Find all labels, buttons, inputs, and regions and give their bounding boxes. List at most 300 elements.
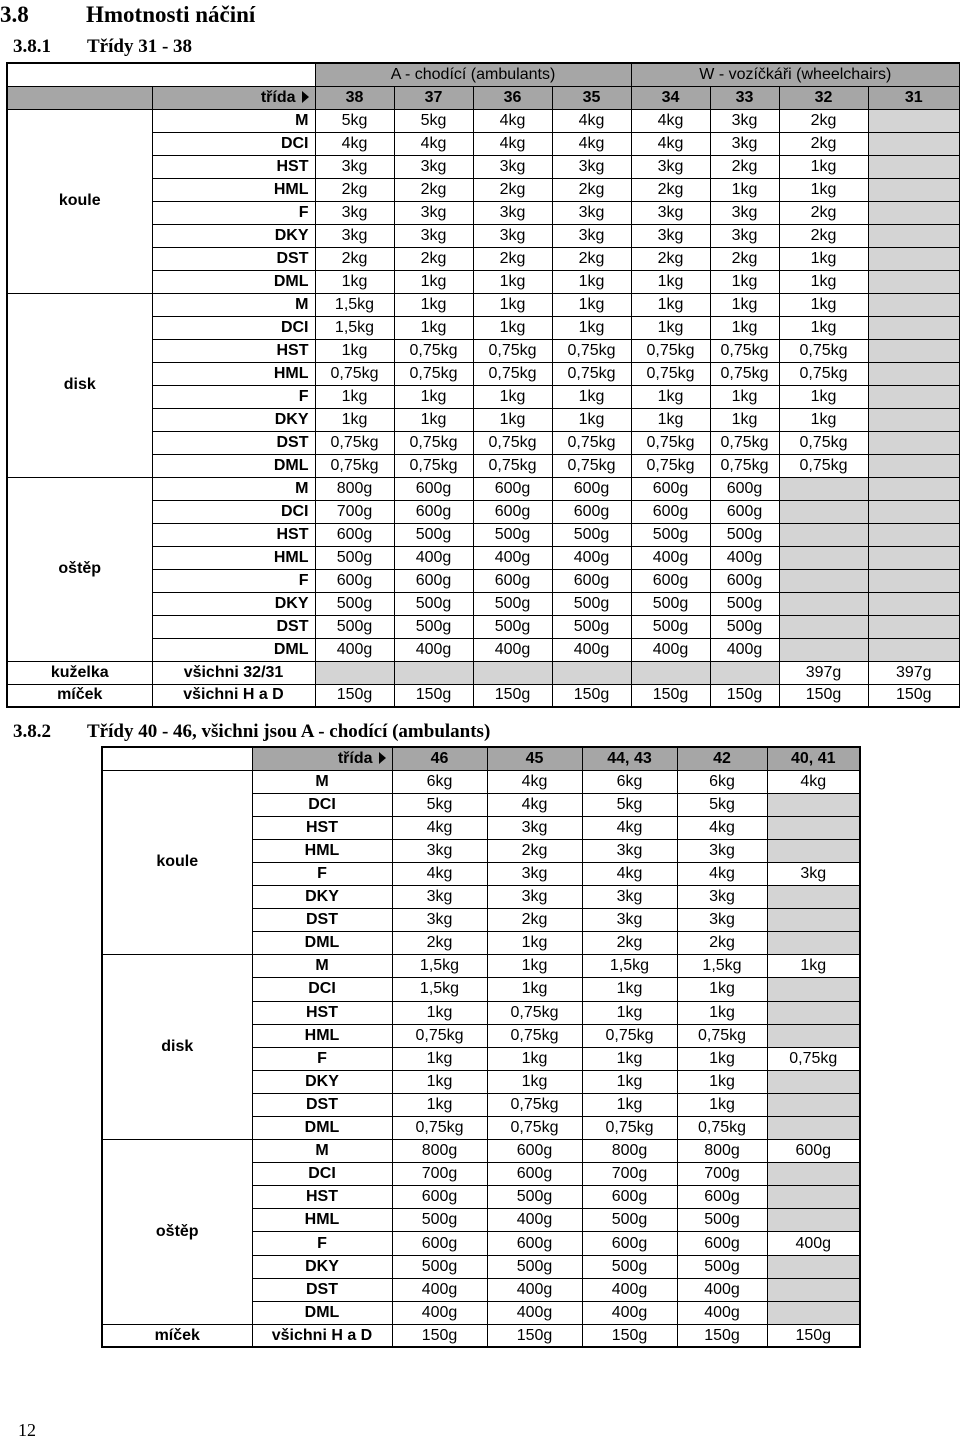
arrow-right-icon <box>302 91 309 103</box>
weight-cell: 3kg <box>710 201 779 224</box>
category-label: DST <box>152 247 315 270</box>
category-label: F <box>152 201 315 224</box>
weight-cell: 400g <box>582 1278 677 1301</box>
weight-cell: 4kg <box>487 770 582 793</box>
weight-cell: 400g <box>710 638 779 661</box>
sport-name: kuželka <box>7 661 152 684</box>
weight-cell: 500g <box>710 615 779 638</box>
weight-cell: 0,75kg <box>315 454 394 477</box>
weight-cell: 0,75kg <box>582 1024 677 1047</box>
weight-cell: 1kg <box>315 408 394 431</box>
weight-cell: 3kg <box>392 839 487 862</box>
weight-cell: 400g <box>677 1301 767 1324</box>
weight-cell <box>767 1024 860 1047</box>
category-label: F <box>252 1232 392 1255</box>
table-row <box>7 661 960 684</box>
sport-name: oštěp <box>7 477 152 661</box>
weight-cell: 4kg <box>394 132 473 155</box>
category-label: DKY <box>252 1070 392 1093</box>
group-header-row <box>7 63 960 86</box>
weight-cell <box>767 1070 860 1093</box>
category-label: všichni H a D <box>152 684 315 707</box>
weight-cell: 400g <box>582 1301 677 1324</box>
category-label: DKY <box>152 408 315 431</box>
class-42: 42 <box>677 747 767 770</box>
group-a-header: A - chodící (ambulants) <box>315 63 631 86</box>
weight-cell: 500g <box>677 1255 767 1278</box>
weight-cell: 1kg <box>677 978 767 1001</box>
weight-cell: 0,75kg <box>394 362 473 385</box>
weight-cell: 2kg <box>710 155 779 178</box>
weight-cell <box>868 362 960 385</box>
class-32: 32 <box>779 86 868 109</box>
weight-cell: 500g <box>473 523 552 546</box>
weight-cell <box>868 454 960 477</box>
weight-cell: 500g <box>392 1255 487 1278</box>
weight-cell: 1kg <box>779 385 868 408</box>
weight-cell: 600g <box>394 569 473 592</box>
weight-cell <box>315 661 394 684</box>
category-label: DST <box>152 431 315 454</box>
weight-cell: 150g <box>779 684 868 707</box>
weight-cell: 150g <box>631 684 710 707</box>
weight-cell <box>767 1278 860 1301</box>
weight-cell: 2kg <box>779 132 868 155</box>
weight-cell: 4kg <box>552 132 631 155</box>
category-label: M <box>152 109 315 132</box>
weight-cell: 0,75kg <box>487 1024 582 1047</box>
weight-cell: 1kg <box>394 385 473 408</box>
weight-cell: 600g <box>392 1232 487 1255</box>
weight-cell: 0,75kg <box>394 454 473 477</box>
weight-cell: 1kg <box>394 408 473 431</box>
weight-cell: 0,75kg <box>473 362 552 385</box>
weight-cell: 500g <box>552 523 631 546</box>
weight-cell: 1kg <box>677 1047 767 1070</box>
weight-cell: 3kg <box>392 886 487 909</box>
class-38: 38 <box>315 86 394 109</box>
weight-cell: 600g <box>473 500 552 523</box>
category-label: HML <box>152 362 315 385</box>
weight-cell: 1kg <box>552 408 631 431</box>
weight-cell: 3kg <box>552 201 631 224</box>
weight-cell: 600g <box>315 569 394 592</box>
category-label: DCI <box>152 316 315 339</box>
weight-cell: 0,75kg <box>631 339 710 362</box>
weight-cell <box>868 385 960 408</box>
weight-cell: 1kg <box>473 270 552 293</box>
class-35: 35 <box>552 86 631 109</box>
section-heading <box>0 2 255 28</box>
weight-cell: 500g <box>552 592 631 615</box>
weight-cell: 150g <box>315 684 394 707</box>
weight-cell: 600g <box>392 1186 487 1209</box>
weight-cell: 4kg <box>677 816 767 839</box>
weight-cell: 0,75kg <box>767 1047 860 1070</box>
weight-cell: 3kg <box>394 224 473 247</box>
weight-cell: 600g <box>487 1163 582 1186</box>
weight-cell: 1kg <box>779 293 868 316</box>
weight-cell: 4kg <box>392 816 487 839</box>
category-label: DML <box>252 1301 392 1324</box>
weight-cell: 0,75kg <box>779 362 868 385</box>
weight-cell: 6kg <box>582 770 677 793</box>
weight-cell <box>868 569 960 592</box>
weight-cell: 600g <box>473 477 552 500</box>
weight-cell: 500g <box>710 592 779 615</box>
category-label: M <box>152 293 315 316</box>
weight-cell <box>767 886 860 909</box>
category-label: DCI <box>152 132 315 155</box>
weight-cell: 500g <box>487 1255 582 1278</box>
weight-cell: 800g <box>582 1140 677 1163</box>
weight-cell: 1kg <box>779 178 868 201</box>
weight-cell <box>779 523 868 546</box>
weight-cell: 600g <box>582 1186 677 1209</box>
category-label: DML <box>252 1117 392 1140</box>
weight-cell: 600g <box>487 1232 582 1255</box>
class-46: 46 <box>392 747 487 770</box>
weight-cell: 4kg <box>487 793 582 816</box>
weight-cell: 600g <box>631 477 710 500</box>
weight-cell: 397g <box>779 661 868 684</box>
weight-cell: 400g <box>394 546 473 569</box>
weight-cell <box>767 1301 860 1324</box>
weight-cell: 3kg <box>631 201 710 224</box>
weight-cell: 3kg <box>677 909 767 932</box>
weight-cell: 1kg <box>315 385 394 408</box>
weight-cell: 600g <box>710 500 779 523</box>
weight-cell: 500g <box>473 615 552 638</box>
weight-cell <box>779 615 868 638</box>
class-header-row <box>102 747 860 770</box>
weight-cell: 400g <box>473 638 552 661</box>
weight-cell: 0,75kg <box>677 1117 767 1140</box>
weight-cell: 2kg <box>392 932 487 955</box>
weight-cell: 400g <box>552 638 631 661</box>
class-44-43: 44, 43 <box>582 747 677 770</box>
weight-cell: 1kg <box>315 270 394 293</box>
weight-cell <box>631 661 710 684</box>
group-w-header: W - vozíčkáři (wheelchairs) <box>631 63 960 86</box>
weight-cell <box>767 1093 860 1116</box>
weight-cell: 1kg <box>677 1001 767 1024</box>
weight-cell: 600g <box>394 477 473 500</box>
weight-cell: 400g <box>487 1278 582 1301</box>
weight-cell: 0,75kg <box>552 339 631 362</box>
weight-cell: 2kg <box>315 178 394 201</box>
weight-cell: 0,75kg <box>631 454 710 477</box>
weight-cell <box>767 1001 860 1024</box>
category-label: HML <box>152 546 315 569</box>
weight-cell: 400g <box>552 546 631 569</box>
weight-cell: 1kg <box>394 316 473 339</box>
weight-cell: 500g <box>473 592 552 615</box>
weight-cell: 0,75kg <box>552 362 631 385</box>
class-label-text: třída <box>337 749 373 767</box>
weight-cell: 1kg <box>473 293 552 316</box>
category-label: všichni 32/31 <box>152 661 315 684</box>
weight-cell: 400g <box>392 1301 487 1324</box>
weight-cell: 500g <box>710 523 779 546</box>
weight-cell <box>868 431 960 454</box>
weight-cell: 1kg <box>315 339 394 362</box>
category-label: HML <box>152 178 315 201</box>
table-row <box>7 477 960 500</box>
weight-cell: 4kg <box>631 132 710 155</box>
weight-cell <box>473 661 552 684</box>
weight-cell: 1kg <box>779 155 868 178</box>
weight-cell: 600g <box>582 1232 677 1255</box>
weight-cell: 1kg <box>392 1093 487 1116</box>
weight-cell: 1kg <box>394 270 473 293</box>
weight-cell: 700g <box>315 500 394 523</box>
sport-name: disk <box>102 955 252 1140</box>
weight-cell: 3kg <box>392 909 487 932</box>
subsection-2-number: 3.8.2 <box>13 721 51 742</box>
weight-cell: 5kg <box>392 793 487 816</box>
weight-cell: 500g <box>394 523 473 546</box>
weight-cell <box>767 839 860 862</box>
weight-cell: 2kg <box>677 932 767 955</box>
weight-cell <box>767 932 860 955</box>
category-label: DST <box>252 1278 392 1301</box>
class-label-text: třída <box>260 88 296 106</box>
weight-cell: 1kg <box>767 955 860 978</box>
weight-cell: 1,5kg <box>315 316 394 339</box>
weight-cell: 0,75kg <box>487 1093 582 1116</box>
weight-cell: 600g <box>315 523 394 546</box>
weight-cell <box>779 500 868 523</box>
weight-cell: 150g <box>473 684 552 707</box>
weight-cell <box>868 293 960 316</box>
class-31: 31 <box>868 86 960 109</box>
weight-cell: 6kg <box>677 770 767 793</box>
category-label: F <box>252 862 392 885</box>
page-number: 12 <box>18 1420 36 1440</box>
weight-cell: 0,75kg <box>487 1001 582 1024</box>
weight-cell: 1kg <box>394 293 473 316</box>
category-label: HST <box>152 155 315 178</box>
class-label <box>152 86 315 109</box>
weight-cell: 3kg <box>487 886 582 909</box>
weight-cell: 3kg <box>710 132 779 155</box>
weight-cell <box>779 477 868 500</box>
category-label: HML <box>252 1024 392 1047</box>
weight-cell: 1kg <box>582 1001 677 1024</box>
weight-cell <box>779 638 868 661</box>
weight-cell: 500g <box>315 592 394 615</box>
weight-cell: 1kg <box>631 385 710 408</box>
weight-cell: 3kg <box>394 201 473 224</box>
category-label: DML <box>152 454 315 477</box>
sport-name: disk <box>7 293 152 477</box>
weight-cell: 1kg <box>779 247 868 270</box>
weight-cell: 1kg <box>392 1047 487 1070</box>
weight-cell: 3kg <box>315 224 394 247</box>
weight-cell: 1,5kg <box>582 955 677 978</box>
weight-cell: 0,75kg <box>631 431 710 454</box>
weight-cell: 500g <box>677 1209 767 1232</box>
weight-cell: 400g <box>677 1278 767 1301</box>
weight-cell: 3kg <box>315 201 394 224</box>
weight-cell <box>868 546 960 569</box>
subsection-2-heading <box>13 721 490 743</box>
weight-cell: 500g <box>315 546 394 569</box>
weight-cell: 1kg <box>552 270 631 293</box>
category-label: DCI <box>252 793 392 816</box>
weight-cell <box>767 816 860 839</box>
weight-cell: 1,5kg <box>315 293 394 316</box>
weight-cell <box>868 615 960 638</box>
weight-cell: 500g <box>392 1209 487 1232</box>
category-label: DKY <box>152 592 315 615</box>
weight-cell <box>868 408 960 431</box>
weight-cell: 150g <box>394 684 473 707</box>
weight-cell: 500g <box>552 615 631 638</box>
weight-cell: 600g <box>631 569 710 592</box>
weight-cell: 400g <box>631 546 710 569</box>
weight-cell: 400g <box>487 1209 582 1232</box>
weight-cell: 4kg <box>582 862 677 885</box>
weight-cell: 5kg <box>394 109 473 132</box>
weight-cell: 600g <box>767 1140 860 1163</box>
weight-cell: 1,5kg <box>677 955 767 978</box>
weight-cell: 1kg <box>710 385 779 408</box>
weight-cell: 600g <box>631 500 710 523</box>
weight-cell: 0,75kg <box>552 454 631 477</box>
weight-cell <box>767 1163 860 1186</box>
weight-cell <box>779 546 868 569</box>
weight-cell: 0,75kg <box>710 339 779 362</box>
weight-cell: 3kg <box>582 886 677 909</box>
table-row <box>102 1140 860 1163</box>
weight-cell: 3kg <box>710 224 779 247</box>
weight-cell: 3kg <box>631 224 710 247</box>
category-label: DCI <box>152 500 315 523</box>
weights-table-40-46 <box>101 746 861 1348</box>
category-label: DST <box>252 1093 392 1116</box>
category-label: M <box>252 770 392 793</box>
weight-cell: 1kg <box>710 178 779 201</box>
weight-cell: 3kg <box>394 155 473 178</box>
category-label: DST <box>252 909 392 932</box>
weight-cell: 1kg <box>487 978 582 1001</box>
weight-cell: 4kg <box>631 109 710 132</box>
weight-cell: 3kg <box>487 816 582 839</box>
category-label: DST <box>152 615 315 638</box>
category-label: DML <box>152 638 315 661</box>
weight-cell: 2kg <box>779 201 868 224</box>
weight-cell <box>868 316 960 339</box>
weight-cell: 400g <box>631 638 710 661</box>
weight-cell: 0,75kg <box>710 362 779 385</box>
weight-cell: 2kg <box>552 178 631 201</box>
corner-cell <box>7 63 315 86</box>
weight-cell <box>767 909 860 932</box>
weight-cell: 700g <box>582 1163 677 1186</box>
weight-cell: 1kg <box>631 293 710 316</box>
weight-cell: 1kg <box>552 293 631 316</box>
weight-cell: 0,75kg <box>394 339 473 362</box>
weight-cell <box>767 1209 860 1232</box>
weight-cell: 500g <box>394 592 473 615</box>
weight-cell: 500g <box>394 615 473 638</box>
weight-cell: 1kg <box>677 1070 767 1093</box>
category-label: DCI <box>252 1163 392 1186</box>
weight-cell: 4kg <box>767 770 860 793</box>
weight-cell: 4kg <box>582 816 677 839</box>
weight-cell: 1kg <box>487 955 582 978</box>
weight-cell <box>868 155 960 178</box>
weight-cell: 3kg <box>473 201 552 224</box>
weight-cell <box>767 978 860 1001</box>
weight-cell: 400g <box>315 638 394 661</box>
weight-cell: 1,5kg <box>392 978 487 1001</box>
corner-cell <box>7 86 152 109</box>
weight-cell: 1kg <box>631 316 710 339</box>
class-label <box>252 747 392 770</box>
weight-cell: 0,75kg <box>677 1024 767 1047</box>
weight-cell <box>868 201 960 224</box>
weight-cell: 3kg <box>315 155 394 178</box>
weight-cell <box>767 1117 860 1140</box>
class-36: 36 <box>473 86 552 109</box>
weight-cell: 1kg <box>710 270 779 293</box>
category-label: DML <box>252 932 392 955</box>
weight-cell: 1,5kg <box>392 955 487 978</box>
weight-cell <box>868 592 960 615</box>
weight-cell: 0,75kg <box>473 339 552 362</box>
category-label: M <box>252 955 392 978</box>
weight-cell: 700g <box>677 1163 767 1186</box>
weight-cell <box>868 247 960 270</box>
weight-cell: 600g <box>710 477 779 500</box>
table-row <box>102 1324 860 1347</box>
weight-cell: 0,75kg <box>710 454 779 477</box>
class-40-41: 40, 41 <box>767 747 860 770</box>
subsection-2-title: Třídy 40 - 46, všichni jsou A - chodící (ambulants) <box>87 721 491 742</box>
weight-cell: 500g <box>487 1186 582 1209</box>
class-45: 45 <box>487 747 582 770</box>
class-33: 33 <box>710 86 779 109</box>
category-label: HST <box>152 339 315 362</box>
weight-cell: 150g <box>582 1324 677 1347</box>
weight-cell: 1kg <box>473 408 552 431</box>
class-34: 34 <box>631 86 710 109</box>
table-row <box>7 109 960 132</box>
weight-cell: 5kg <box>315 109 394 132</box>
weight-cell: 3kg <box>767 862 860 885</box>
weight-cell: 397g <box>868 661 960 684</box>
weight-cell: 500g <box>315 615 394 638</box>
category-label: HST <box>252 1186 392 1209</box>
weight-cell: 2kg <box>487 909 582 932</box>
weight-cell: 4kg <box>473 132 552 155</box>
weight-cell: 1kg <box>710 316 779 339</box>
weight-cell: 400g <box>710 546 779 569</box>
weight-cell: 3kg <box>677 839 767 862</box>
weight-cell: 1kg <box>710 293 779 316</box>
subsection-1-number: 3.8.1 <box>13 36 51 57</box>
weight-cell: 2kg <box>473 178 552 201</box>
weight-cell: 600g <box>677 1232 767 1255</box>
section-number: 3.8 <box>0 2 29 27</box>
weight-cell <box>868 224 960 247</box>
weight-cell: 0,75kg <box>710 431 779 454</box>
weight-cell: 500g <box>631 615 710 638</box>
weight-cell: 2kg <box>487 839 582 862</box>
